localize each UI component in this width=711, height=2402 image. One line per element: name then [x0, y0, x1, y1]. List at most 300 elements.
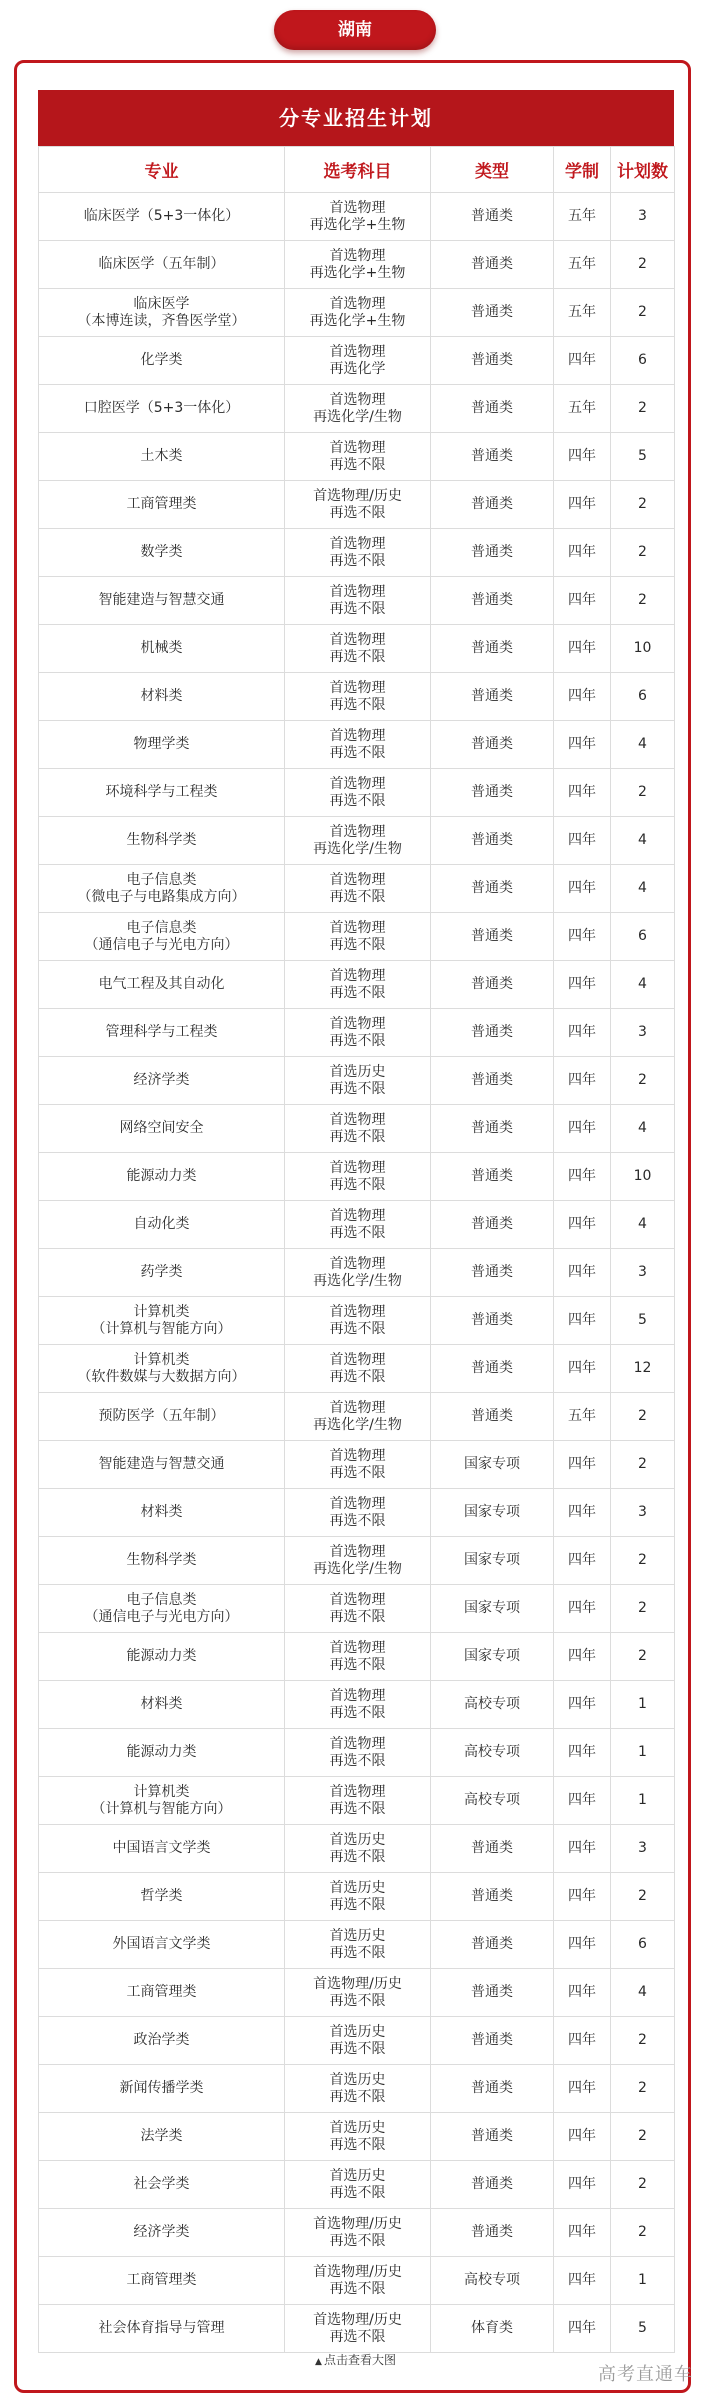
table-row [39, 1105, 675, 1153]
enrollment-plan-table [38, 146, 675, 2353]
cell-length: 四年 [554, 2017, 611, 2065]
subject-line: 再选化学/生物 [313, 840, 402, 857]
table-row [39, 913, 675, 961]
header-subjects: 选考科目 [285, 147, 431, 193]
table-row [39, 1153, 675, 1201]
cell-major [39, 1681, 285, 1729]
cell-type: 普通类 [431, 385, 554, 433]
cell-length: 四年 [554, 1153, 611, 1201]
cell-subjects [285, 2209, 431, 2257]
header-plan: 计划数 [611, 147, 675, 193]
cell-length: 四年 [554, 2113, 611, 2161]
cell-type: 普通类 [431, 1201, 554, 1249]
subject-line: 再选不限 [329, 1176, 386, 1193]
cell-plan: 2 [611, 1057, 675, 1105]
subject-line: 首选物理 [329, 583, 386, 600]
cell-plan: 1 [611, 1681, 675, 1729]
cell-length: 四年 [554, 913, 611, 961]
cell-major [39, 1921, 285, 1969]
major-line: 工商管理类 [126, 496, 197, 512]
cell-type: 普通类 [431, 1345, 554, 1393]
cell-type: 国家专项 [431, 1489, 554, 1537]
subject-line: 再选不限 [329, 2184, 386, 2201]
major-line: 社会体育指导与管理 [98, 2320, 225, 2336]
cell-type: 普通类 [431, 481, 554, 529]
subject-line: 再选不限 [329, 2328, 386, 2345]
table-header-row [39, 147, 675, 193]
table-row [39, 289, 675, 337]
cell-plan: 2 [611, 2017, 675, 2065]
subject-line: 首选历史 [329, 2119, 386, 2136]
major-line: 新闻传播学类 [119, 2080, 204, 2096]
cell-major [39, 1873, 285, 1921]
cell-plan: 2 [611, 1393, 675, 1441]
cell-length: 五年 [554, 289, 611, 337]
cell-major [39, 2065, 285, 2113]
subject-line: 再选不限 [329, 936, 386, 953]
cell-plan: 3 [611, 1825, 675, 1873]
cell-subjects [285, 1585, 431, 1633]
table-row [39, 1393, 675, 1441]
cell-major [39, 241, 285, 289]
cell-type: 普通类 [431, 1009, 554, 1057]
cell-type: 普通类 [431, 529, 554, 577]
table-row [39, 1921, 675, 1969]
major-line: 电子信息类 [126, 871, 197, 888]
cell-type: 普通类 [431, 1393, 554, 1441]
subject-line: 再选不限 [329, 1320, 386, 1337]
major-line: 电子信息类 [126, 919, 197, 936]
cell-major [39, 2017, 285, 2065]
subject-line: 首选物理 [329, 631, 386, 648]
table-row [39, 1585, 675, 1633]
cell-subjects [285, 1969, 431, 2017]
cell-length: 四年 [554, 1057, 611, 1105]
major-line: 外国语言文学类 [112, 1936, 211, 1952]
cell-major [39, 865, 285, 913]
cell-major [39, 385, 285, 433]
major-line: 管理科学与工程类 [105, 1024, 218, 1040]
subject-line: 首选物理 [329, 775, 386, 792]
cell-length: 五年 [554, 1393, 611, 1441]
cell-subjects [285, 673, 431, 721]
major-line: 口腔医学（5+3一体化） [83, 400, 240, 416]
cell-major [39, 2257, 285, 2305]
subject-line: 首选物理 [329, 1351, 386, 1368]
subject-line: 首选物理 [329, 439, 386, 456]
cell-length: 四年 [554, 1825, 611, 1873]
subject-line: 再选化学/生物 [313, 1272, 402, 1289]
cell-plan: 6 [611, 673, 675, 721]
subject-line: 首选物理 [329, 823, 386, 840]
cell-type: 普通类 [431, 289, 554, 337]
table-row [39, 1825, 675, 1873]
table-row [39, 1249, 675, 1297]
subject-line: 首选物理 [329, 295, 386, 312]
major-line: （计算机与智能方向） [91, 1800, 232, 1817]
table-row [39, 769, 675, 817]
cell-subjects [285, 193, 431, 241]
cell-length: 四年 [554, 1345, 611, 1393]
cell-major [39, 1393, 285, 1441]
cell-length: 四年 [554, 1873, 611, 1921]
subject-line: 再选不限 [329, 1944, 386, 1961]
cell-type: 普通类 [431, 577, 554, 625]
table-row [39, 721, 675, 769]
subject-line: 再选不限 [329, 1368, 386, 1385]
cell-type: 高校专项 [431, 1777, 554, 1825]
cell-plan: 3 [611, 1249, 675, 1297]
major-line: （通信电子与光电方向） [84, 1608, 239, 1625]
cell-plan: 6 [611, 1921, 675, 1969]
cell-subjects [285, 913, 431, 961]
cell-length: 四年 [554, 721, 611, 769]
subject-line: 首选物理 [329, 967, 386, 984]
cell-type: 体育类 [431, 2305, 554, 2353]
subject-line: 再选不限 [329, 1464, 386, 1481]
subject-line: 首选物理 [329, 1015, 386, 1032]
cell-major [39, 1105, 285, 1153]
subject-line: 再选不限 [329, 456, 386, 473]
cell-major [39, 577, 285, 625]
major-line: 工商管理类 [126, 2272, 197, 2288]
subject-line: 首选历史 [329, 1063, 386, 1080]
cell-major [39, 1345, 285, 1393]
table-row [39, 1537, 675, 1585]
major-line: 物理学类 [133, 736, 190, 752]
subject-line: 再选不限 [329, 1608, 386, 1625]
cell-length: 四年 [554, 625, 611, 673]
subject-line: 首选历史 [329, 2023, 386, 2040]
cell-plan: 4 [611, 1105, 675, 1153]
cell-length: 四年 [554, 817, 611, 865]
cell-major [39, 1153, 285, 1201]
cell-major [39, 1969, 285, 2017]
major-line: 能源动力类 [126, 1744, 197, 1760]
cell-major [39, 721, 285, 769]
subject-line: 再选不限 [329, 552, 386, 569]
cell-plan: 2 [611, 2209, 675, 2257]
cell-plan: 2 [611, 1585, 675, 1633]
cell-major [39, 1537, 285, 1585]
cell-major [39, 1057, 285, 1105]
cell-subjects [285, 529, 431, 577]
cell-major [39, 1249, 285, 1297]
cell-subjects [285, 1153, 431, 1201]
table-row [39, 337, 675, 385]
cell-plan: 6 [611, 913, 675, 961]
subject-line: 再选不限 [329, 1032, 386, 1049]
cell-plan: 2 [611, 1441, 675, 1489]
cell-type: 高校专项 [431, 1681, 554, 1729]
cell-length: 四年 [554, 337, 611, 385]
cell-type: 普通类 [431, 1105, 554, 1153]
cell-plan: 2 [611, 241, 675, 289]
subject-line: 首选物理/历史 [313, 1975, 402, 1992]
cell-type: 普通类 [431, 1825, 554, 1873]
cell-plan: 12 [611, 1345, 675, 1393]
subject-line: 首选物理 [329, 1111, 386, 1128]
view-full-image-label: 点击查看大图 [323, 2353, 396, 2367]
subject-line: 再选化学+生物 [309, 216, 406, 233]
major-line: 哲学类 [140, 1888, 183, 1904]
major-line: 工商管理类 [126, 1984, 197, 2000]
cell-subjects [285, 625, 431, 673]
subject-line: 首选物理 [329, 1543, 386, 1560]
subject-line: 首选物理 [329, 1687, 386, 1704]
major-line: 自动化类 [133, 1216, 190, 1232]
subject-line: 首选历史 [329, 2071, 386, 2088]
major-line: 化学类 [140, 352, 183, 368]
region-badge[interactable]: 湖南 [274, 10, 436, 50]
table-row [39, 241, 675, 289]
subject-line: 再选不限 [329, 1224, 386, 1241]
major-line: （通信电子与光电方向） [84, 936, 239, 953]
cell-subjects [285, 577, 431, 625]
table-row [39, 433, 675, 481]
subject-line: 首选历史 [329, 1831, 386, 1848]
subject-line: 再选不限 [329, 1704, 386, 1721]
subject-line: 首选物理/历史 [313, 487, 402, 504]
table-row [39, 1873, 675, 1921]
cell-length: 四年 [554, 1921, 611, 1969]
cell-plan: 2 [611, 577, 675, 625]
major-line: 网络空间安全 [119, 1120, 204, 1136]
cell-type: 普通类 [431, 2065, 554, 2113]
cell-plan: 2 [611, 769, 675, 817]
subject-line: 首选物理 [329, 1591, 386, 1608]
table-row [39, 673, 675, 721]
cell-plan: 3 [611, 193, 675, 241]
cell-plan: 2 [611, 2161, 675, 2209]
cell-type: 普通类 [431, 2209, 554, 2257]
subject-line: 再选化学+生物 [309, 312, 406, 329]
subject-line: 再选不限 [329, 1992, 386, 2009]
cell-subjects [285, 2161, 431, 2209]
cell-subjects [285, 337, 431, 385]
cell-type: 普通类 [431, 913, 554, 961]
subject-line: 再选不限 [329, 1752, 386, 1769]
cell-type: 高校专项 [431, 2257, 554, 2305]
cell-major [39, 1201, 285, 1249]
cell-length: 四年 [554, 1105, 611, 1153]
cell-plan: 2 [611, 289, 675, 337]
cell-type: 普通类 [431, 1297, 554, 1345]
cell-type: 普通类 [431, 1057, 554, 1105]
major-line: 临床医学（五年制） [98, 256, 225, 272]
cell-length: 四年 [554, 2161, 611, 2209]
cell-length: 四年 [554, 529, 611, 577]
subject-line: 首选物理 [329, 1399, 386, 1416]
subject-line: 首选物理 [329, 1207, 386, 1224]
cell-type: 普通类 [431, 1249, 554, 1297]
table-row [39, 1201, 675, 1249]
subject-line: 首选历史 [329, 2167, 386, 2184]
table-row [39, 577, 675, 625]
major-line: （本博连读，齐鲁医学堂） [77, 312, 246, 329]
major-line: 材料类 [140, 1504, 183, 1520]
cell-major [39, 1777, 285, 1825]
cell-type: 普通类 [431, 2017, 554, 2065]
major-line: 经济学类 [133, 1072, 190, 1088]
cell-subjects [285, 865, 431, 913]
cell-type: 高校专项 [431, 1729, 554, 1777]
major-line: 临床医学（5+3一体化） [83, 208, 240, 224]
cell-length: 四年 [554, 961, 611, 1009]
subject-line: 再选化学/生物 [313, 1416, 402, 1433]
subject-line: 首选物理 [329, 1783, 386, 1800]
cell-length: 四年 [554, 2065, 611, 2113]
cell-major [39, 193, 285, 241]
cell-plan: 2 [611, 481, 675, 529]
cell-type: 国家专项 [431, 1633, 554, 1681]
cell-subjects [285, 1777, 431, 1825]
cell-type: 普通类 [431, 721, 554, 769]
cell-major [39, 1009, 285, 1057]
cell-subjects [285, 1009, 431, 1057]
cell-subjects [285, 1201, 431, 1249]
watermark: 高考直通车 [598, 2364, 693, 2385]
major-line: 环境科学与工程类 [105, 784, 218, 800]
subject-line: 再选不限 [329, 2232, 386, 2249]
cell-plan: 5 [611, 2305, 675, 2353]
cell-plan: 2 [611, 529, 675, 577]
subject-line: 首选物理 [329, 247, 386, 264]
cell-subjects [285, 1633, 431, 1681]
cell-subjects [285, 2065, 431, 2113]
major-line: 计算机类 [133, 1783, 190, 1800]
subject-line: 首选物理/历史 [313, 2311, 402, 2328]
major-line: 生物科学类 [126, 1552, 197, 1568]
major-line: 法学类 [140, 2128, 183, 2144]
cell-length: 四年 [554, 481, 611, 529]
major-line: 社会学类 [133, 2176, 190, 2192]
table-row [39, 961, 675, 1009]
table-row [39, 1681, 675, 1729]
cell-length: 四年 [554, 1585, 611, 1633]
cell-major [39, 481, 285, 529]
table-row [39, 2257, 675, 2305]
major-line: 材料类 [140, 688, 183, 704]
cell-length: 五年 [554, 241, 611, 289]
cell-type: 普通类 [431, 433, 554, 481]
cell-major [39, 961, 285, 1009]
table-row [39, 1969, 675, 2017]
cell-subjects [285, 289, 431, 337]
subject-line: 首选物理 [329, 1159, 386, 1176]
cell-type: 普通类 [431, 1921, 554, 1969]
subject-line: 首选物理 [329, 1447, 386, 1464]
cell-length: 四年 [554, 673, 611, 721]
cell-plan: 6 [611, 337, 675, 385]
cell-plan: 4 [611, 1969, 675, 2017]
major-line: 智能建造与智慧交通 [98, 592, 225, 608]
subject-line: 首选物理 [329, 727, 386, 744]
cell-length: 四年 [554, 1777, 611, 1825]
cell-length: 四年 [554, 433, 611, 481]
table-row [39, 529, 675, 577]
cell-subjects [285, 2113, 431, 2161]
cell-type: 普通类 [431, 2113, 554, 2161]
cell-length: 四年 [554, 1969, 611, 2017]
cell-major [39, 433, 285, 481]
major-line: （微电子与电路集成方向） [77, 888, 246, 905]
cell-plan: 2 [611, 2065, 675, 2113]
subject-line: 再选不限 [329, 1896, 386, 1913]
cell-subjects [285, 1345, 431, 1393]
major-line: 智能建造与智慧交通 [98, 1456, 225, 1472]
cell-subjects [285, 1537, 431, 1585]
subject-line: 再选不限 [329, 1128, 386, 1145]
table-row [39, 865, 675, 913]
triangle-up-icon: ▲ [315, 2357, 322, 2367]
subject-line: 再选化学/生物 [313, 1560, 402, 1577]
subject-line: 首选物理/历史 [313, 2215, 402, 2232]
cell-plan: 4 [611, 817, 675, 865]
table-row [39, 1729, 675, 1777]
cell-major [39, 2113, 285, 2161]
subject-line: 再选不限 [329, 2280, 386, 2297]
cell-subjects [285, 1825, 431, 1873]
subject-line: 再选化学/生物 [313, 408, 402, 425]
subject-line: 首选物理 [329, 391, 386, 408]
cell-length: 四年 [554, 2209, 611, 2257]
table-row [39, 817, 675, 865]
cell-major [39, 1297, 285, 1345]
major-line: 经济学类 [133, 2224, 190, 2240]
cell-subjects [285, 2305, 431, 2353]
cell-major [39, 529, 285, 577]
subject-line: 首选物理 [329, 871, 386, 888]
cell-length: 四年 [554, 1681, 611, 1729]
table-row [39, 1777, 675, 1825]
cell-major [39, 913, 285, 961]
subject-line: 再选不限 [329, 504, 386, 521]
cell-length: 四年 [554, 769, 611, 817]
cell-subjects [285, 433, 431, 481]
subject-line: 再选不限 [329, 1848, 386, 1865]
header-type: 类型 [431, 147, 554, 193]
cell-plan: 4 [611, 865, 675, 913]
subject-line: 再选不限 [329, 648, 386, 665]
major-line: 电子信息类 [126, 1591, 197, 1608]
major-line: 机械类 [140, 640, 183, 656]
subject-line: 再选不限 [329, 888, 386, 905]
cell-major [39, 1585, 285, 1633]
subject-line: 再选不限 [329, 2088, 386, 2105]
major-line: （软件数媒与大数据方向） [77, 1368, 246, 1385]
cell-major [39, 1489, 285, 1537]
table-row [39, 193, 675, 241]
cell-length: 四年 [554, 1009, 611, 1057]
major-line: 电气工程及其自动化 [98, 976, 225, 992]
table-row [39, 1009, 675, 1057]
cell-type: 普通类 [431, 961, 554, 1009]
cell-subjects [285, 817, 431, 865]
major-line: 临床医学 [133, 295, 190, 312]
subject-line: 首选物理/历史 [313, 2263, 402, 2280]
subject-line: 首选历史 [329, 1927, 386, 1944]
table-row [39, 2161, 675, 2209]
cell-length: 四年 [554, 2257, 611, 2305]
subject-line: 再选不限 [329, 600, 386, 617]
subject-line: 再选不限 [329, 792, 386, 809]
cell-length: 四年 [554, 577, 611, 625]
subject-line: 再选不限 [329, 1800, 386, 1817]
subject-line: 首选物理 [329, 1303, 386, 1320]
subject-line: 首选物理 [329, 1735, 386, 1752]
table-row [39, 2209, 675, 2257]
